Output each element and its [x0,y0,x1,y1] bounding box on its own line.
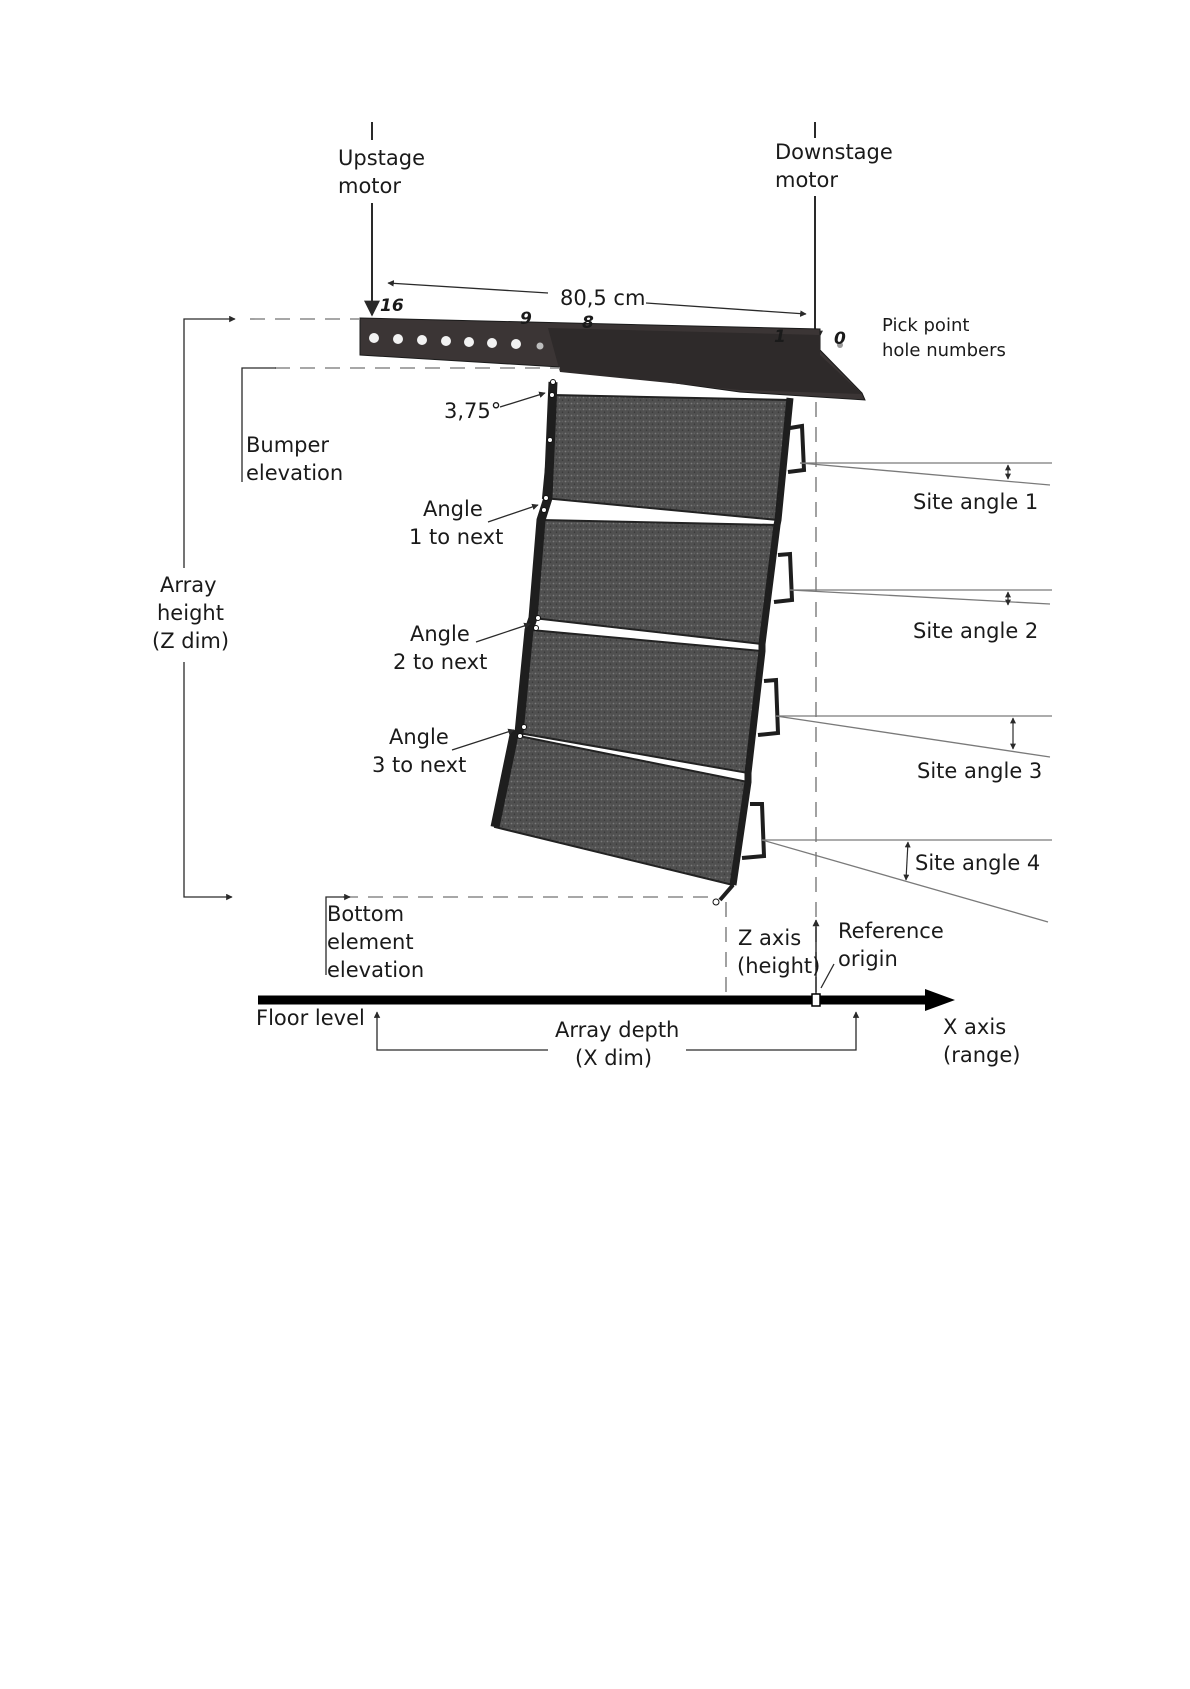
cabinet-2 [533,520,777,644]
bottom-element-label-3: elevation [327,958,425,982]
x-axis-label-1: X axis [943,1015,1007,1039]
upstage-motor-label-1: Upstage [338,146,425,170]
array-depth-label-2: (X dim) [575,1046,653,1070]
downstage-motor-label-2: motor [775,168,839,192]
z-axis-label-1: Z axis [738,926,802,950]
pick-point-label-2: hole numbers [882,340,1006,361]
array-height-label-1: Array [160,573,217,597]
site-angle-3-label: Site angle 3 [917,759,1043,783]
bumper-elevation [242,368,343,485]
downstage-motor-label-1: Downstage [775,140,893,164]
z-axis [737,920,820,995]
floor-level-label: Floor level [256,1006,365,1030]
bumper-elevation-label-1: Bumper [246,433,330,457]
reference-origin [821,919,944,988]
downstage-motor [775,122,893,345]
angle-3-label-1: Angle [389,725,449,749]
bottom-element-elevation [326,897,424,982]
array-height-dimension [152,319,235,897]
angle-1-label-2: 1 to next [409,525,504,549]
upstage-motor [338,122,425,315]
hole-number-16: 16 [380,296,404,316]
hole-number-0: 0 [834,329,846,349]
pick-point-label-1: Pick point [882,315,970,336]
site-angle-2-label: Site angle 2 [913,619,1039,643]
z-axis-label-2: (height) [737,954,821,978]
array-height-label-3: (Z dim) [152,629,230,653]
hole-number-9: 9 [520,309,532,329]
bumper-elevation-label-2: elevation [246,461,344,485]
top-angle-label: 3,75° [444,399,502,423]
angle-2-label-2: 2 to next [393,650,488,674]
array-depth-label-1: Array depth [555,1018,680,1042]
angle-2-label-1: Angle [410,622,470,646]
bottom-element-label-1: Bottom [327,902,405,926]
x-axis-label-2: (range) [943,1043,1021,1067]
bumper-span-label: 80,5 cm [560,286,646,310]
bumper-span-dimension [388,283,806,314]
angle-3-label-2: 3 to next [372,753,467,777]
hole-number-1: 1 [774,327,786,347]
top-angle [444,393,545,423]
bumper-frame [360,296,1006,400]
upstage-motor-label-2: motor [338,174,402,198]
cabinet-1 [543,395,790,520]
site-angles [762,463,1052,922]
array-height-label-2: height [157,601,224,625]
reference-origin-label-1: Reference [838,919,944,943]
bottom-element-label-2: element [327,930,414,954]
hole-number-8: 8 [582,313,594,333]
site-angle-1-label: Site angle 1 [913,490,1039,514]
line-array-cabinets [495,380,804,906]
site-angle-4-label: Site angle 4 [915,851,1041,875]
array-depth-dimension [377,1012,856,1070]
angle-1-label-1: Angle [423,497,483,521]
reference-origin-label-2: origin [838,947,898,971]
